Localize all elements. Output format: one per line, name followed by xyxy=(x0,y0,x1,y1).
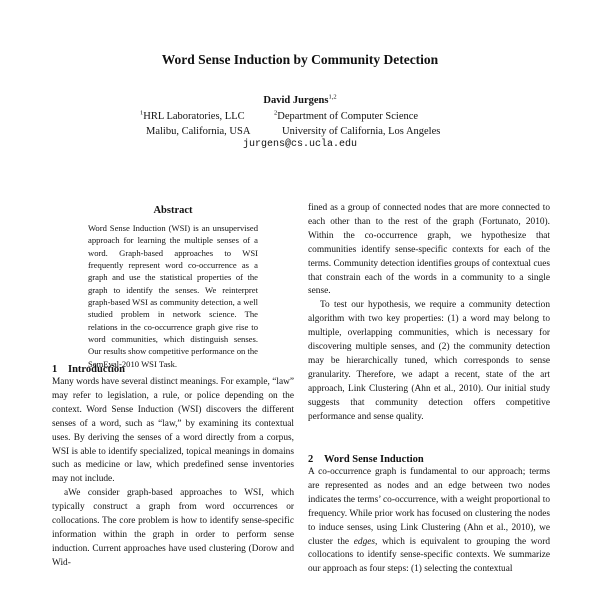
section-2-heading xyxy=(308,454,424,465)
affiliation-1-location: Malibu, California, USA xyxy=(146,126,251,137)
intro-paragraph-1: Many words have several distinct meanings. For example, “law” may refer to legislation, a rule, or police depending on the context. Word Sense Induction (WSI) discovers the different senses of a word, such as “law,” by examining its contextual uses. By deriving the senses of a word directly from a corpus, WSI is able to identify specialized, topical meanings in domains such as medicine or law, which predefined sense inventories may not include. xyxy=(52,377,294,485)
paper-title: Word Sense Induction by Community Detection xyxy=(161,52,439,67)
affiliation-1-org: HRL Laboratories, LLC xyxy=(143,111,245,122)
affiliation-2-location: University of California, Los Angeles xyxy=(282,126,441,137)
author-superscript: 1,2 xyxy=(328,93,337,101)
section-2-title: Word Sense Induction xyxy=(324,454,424,465)
affiliation-2-line-1 xyxy=(274,109,440,124)
abstract-text: Word Sense Induction (WSI) is an unsupervised approach for learning the multiple senses of a word. Graph-based approaches to WSI frequently represent word co-occurrence as a graph and use the statistical properties of the graph to identify the senses. We reinterpret graph-based WSI as community detection, a well studied problem in network science. The relations in the co-occurrence graph give rise to word communities, which distinguish senses. Our results show competitive performance on the SemEval-2010 WSI Task. xyxy=(88,223,258,369)
wsi-paragraph-1 xyxy=(308,466,550,577)
author-name xyxy=(0,95,600,106)
section-1-title: Introduction xyxy=(68,364,125,375)
wsi-paragraph-1-em: edges xyxy=(353,536,376,547)
affiliation-2-sup: 2 xyxy=(274,109,278,117)
author-email[interactable]: jurgens@cs.ucla.edu xyxy=(242,139,358,150)
right-paragraph-1: fined as a group of connected nodes that are more connected to each other than to the rest of the graph (Fortunato, 2010). Within the co-occurrence graph, we hypothesize that communities identify sense-specific contexts for each of the terms. Community detection identifies groups of contextual cues that constrain each of the words in a community to a single sense. xyxy=(308,203,550,297)
section-2-number: 2 xyxy=(308,454,314,465)
affiliation-1-line-1 xyxy=(140,109,250,124)
affiliation-2 xyxy=(274,109,440,139)
right-column-body xyxy=(308,202,550,425)
section-1-number: 1 xyxy=(52,364,58,375)
section-1-body xyxy=(52,376,294,571)
wsi-paragraph-1-b: , which is equivalent to grouping the word collocations to identify sense-specific contexts. We summarize our approach as four steps: (1) selecting the contextual xyxy=(308,536,551,575)
right-paragraph-2: To test our hypothesis, we require a community detection algorithm with two key properties: (1) a word may belong to multiple, overlapping communities, which is necessary for discovering multiple senses, and (2) the community detection may be hierarchically tuned, which corresponds to sense granularity. Therefore, we adapt a recent, state of the art approach, Link Clustering (Ahn et al., 2010). Our initial study suggests that community detection offers competitive performance and sense quality. xyxy=(308,300,550,422)
abstract-heading: Abstract xyxy=(153,205,193,216)
affiliation-2-dept: Department of Computer Science xyxy=(277,111,419,122)
wsi-paragraph-1-a: A co-occurrence graph is fundamental to our approach; terms are represented as nodes and an edge between two nodes indicates the terms’ co-occurrence, with a weight proportional to frequency. While prior work has focused on clustering the nodes to induce senses, using Link Clustering (Ahn et al., 2010), we cluster the xyxy=(308,467,550,547)
affiliation-1-sup: 1 xyxy=(140,109,144,117)
section-2-body xyxy=(308,466,550,577)
affiliation-1 xyxy=(140,109,250,139)
author-name-text: David Jurgens xyxy=(263,95,329,106)
intro-paragraph-2: aWe consider graph-based approaches to WSI, which typically construct a graph from word occurrences or collocations. The core problem is how to identify sense-specific information within the graph in order to perform sense induction. Current approaches have used clustering (Dorow and Wid- xyxy=(52,488,294,568)
section-1-heading xyxy=(52,364,125,375)
